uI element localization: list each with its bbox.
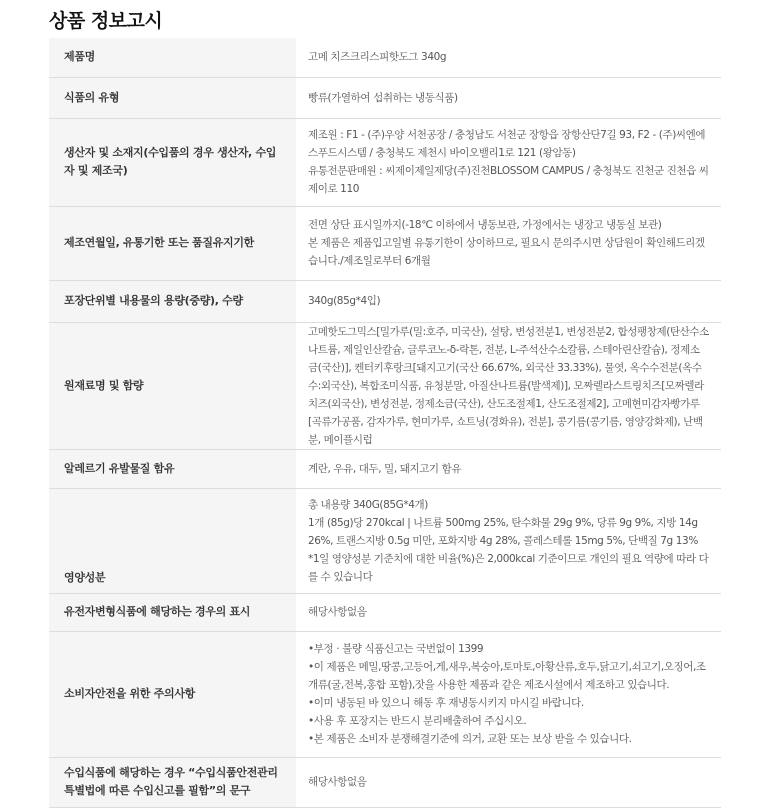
row-value [296, 593, 721, 631]
value-line: 해당사항없음 [308, 776, 367, 788]
row-label: 유전자변형식품에 해당하는 경우의 표시 [49, 593, 296, 631]
page-title: 상품 정보고시 [49, 10, 163, 32]
table-row [49, 593, 721, 631]
row-label: 제조연월일, 유통기한 또는 품질유지기한 [49, 206, 296, 280]
row-label: 영양성분 [49, 488, 296, 593]
value-line: 제조원 : F1 - (주)우양 서천공장 / 충청남도 서천군 장항읍 장항산단7길 93, F2 - (주)씨엔에스푸드시스템 / 충청북도 제천시 바이오밸리1로 121 (왕암동) [308, 129, 706, 159]
row-label: 포장단위별 내용물의 용량(중량), 수량 [49, 280, 296, 322]
table-row [49, 118, 721, 206]
table-row [49, 757, 721, 807]
value-line: 유통전문판매원 : 씨제이제일제당(주)진천BLOSSOM CAMPUS / 충청북도 진천군 진천읍 씨제이로 110 [308, 165, 709, 195]
row-label: 원재료명 및 함량 [49, 322, 296, 449]
row-value [296, 322, 721, 449]
table-row [49, 449, 721, 488]
row-label: 식품의 유형 [49, 77, 296, 118]
table-row [49, 322, 721, 449]
value-line: 본 제품은 제품입고일별 유통기한이 상이하므로, 필요시 문의주시면 상담원이 확인해드리겠습니다./제조일로부터 6개월 [308, 237, 705, 267]
row-value [296, 280, 721, 322]
table-row [49, 38, 721, 77]
product-info-table [49, 38, 721, 808]
value-line: 빵류(가열하여 섭취하는 냉동식품) [308, 91, 458, 104]
value-line: 계란, 우유, 대두, 밀, 돼지고기 함유 [308, 462, 462, 475]
row-value [296, 449, 721, 488]
value-line: 전면 상단 표시일까지(-18℃ 이하에서 냉동보관, 가정에서는 냉장고 냉동실 보관) [308, 219, 662, 231]
table-row [49, 77, 721, 118]
value-line: 340g(85g*4입) [308, 295, 381, 307]
row-value [296, 77, 721, 118]
value-line: •이 제품은 메밀,땅콩,고등어,게,새우,복숭아,토마토,아황산류,호두,닭고기,쇠고기,오징어,조개류(굴,전복,홍합 포함),잣을 사용한 제품과 같은 제조시설에서 제조하고 있습니다. [308, 661, 706, 691]
row-value [296, 38, 721, 77]
table-row [49, 280, 721, 322]
row-value [296, 757, 721, 807]
row-label: 알레르기 유발물질 함유 [49, 449, 296, 488]
row-label: 소비자안전을 위한 주의사항 [49, 631, 296, 757]
row-label: 생산자 및 소재지(수입품의 경우 생산자, 수입자 및 제조국) [49, 118, 296, 206]
value-line: •이미 냉동된 바 있으니 해동 후 재냉동시키지 마시길 바랍니다. [308, 697, 584, 709]
row-value [296, 206, 721, 280]
value-line: 해당사항없음 [308, 606, 367, 618]
row-label: 제품명 [49, 38, 296, 77]
value-line: 1개 (85g)당 270kcal | 나트륨 500mg 25%, 탄수화물 29g 9%, 당류 9g 9%, 지방 14g 26%, 트랜스지방 0.5g 미만, 포화지방 4g 28%, 콜레스테롤 15mg 5%, 단백질 7g 13% [308, 516, 698, 547]
value-line: 고메핫도그믹스[밀가루(밀:호주, 미국산), 설탕, 변성전분1, 변성전분2, 합성팽창제(탄산수소나트륨, 제일인산칼슘, 글루코노-δ-락톤, 전분, L-주석산수소칼륨, 스테아린산칼슘), 정제소금(국산)], 켄터키후랑크[돼지고기(국산 66.67%, 외국산 33.33%), 물엿, 옥수수전분(옥수수:외국산), 복합조미식품, 유청분말, 아질산나트륨(발색제)], 모짜렐라스트링치즈[모짜렐라치즈(외국산), 변성전분, 정제소금(국산), 산도조절제1, 산도조절제2], 고메현미감자빵가루[곡류가공품, 감자가루, 현미가루, 쇼트닝(경화유), 전분], 콩기름(콩기름, 영양강화제), 난백분, 메이플시럽 [308, 325, 709, 446]
table-row [49, 488, 721, 593]
value-line: *1일 영양성분 기준치에 대한 비율(%)은 2,000kcal 기준이므로 개인의 필요 역량에 따라 다를 수 있습니다 [308, 552, 709, 583]
table-row [49, 631, 721, 757]
value-line: •본 제품은 소비자 분쟁해결기준에 의거, 교환 또는 보상 받을 수 있습니다. [308, 733, 632, 745]
row-value [296, 118, 721, 206]
row-value [296, 488, 721, 593]
value-line: •사용 후 포장지는 반드시 분리배출하여 주십시오. [308, 715, 527, 727]
row-value [296, 631, 721, 757]
table-row [49, 206, 721, 280]
value-line: •부정 · 불량 식품신고는 국번없이 1399 [308, 643, 484, 655]
row-label: 수입식품에 해당하는 경우 “수입식품안전관리특별법에 따른 수입신고를 필함”의 문구 [49, 757, 296, 807]
value-line: 총 내용량 340G(85G*4개) [308, 498, 428, 511]
value-line: 고메 치즈크리스피핫도그 340g [308, 51, 447, 64]
